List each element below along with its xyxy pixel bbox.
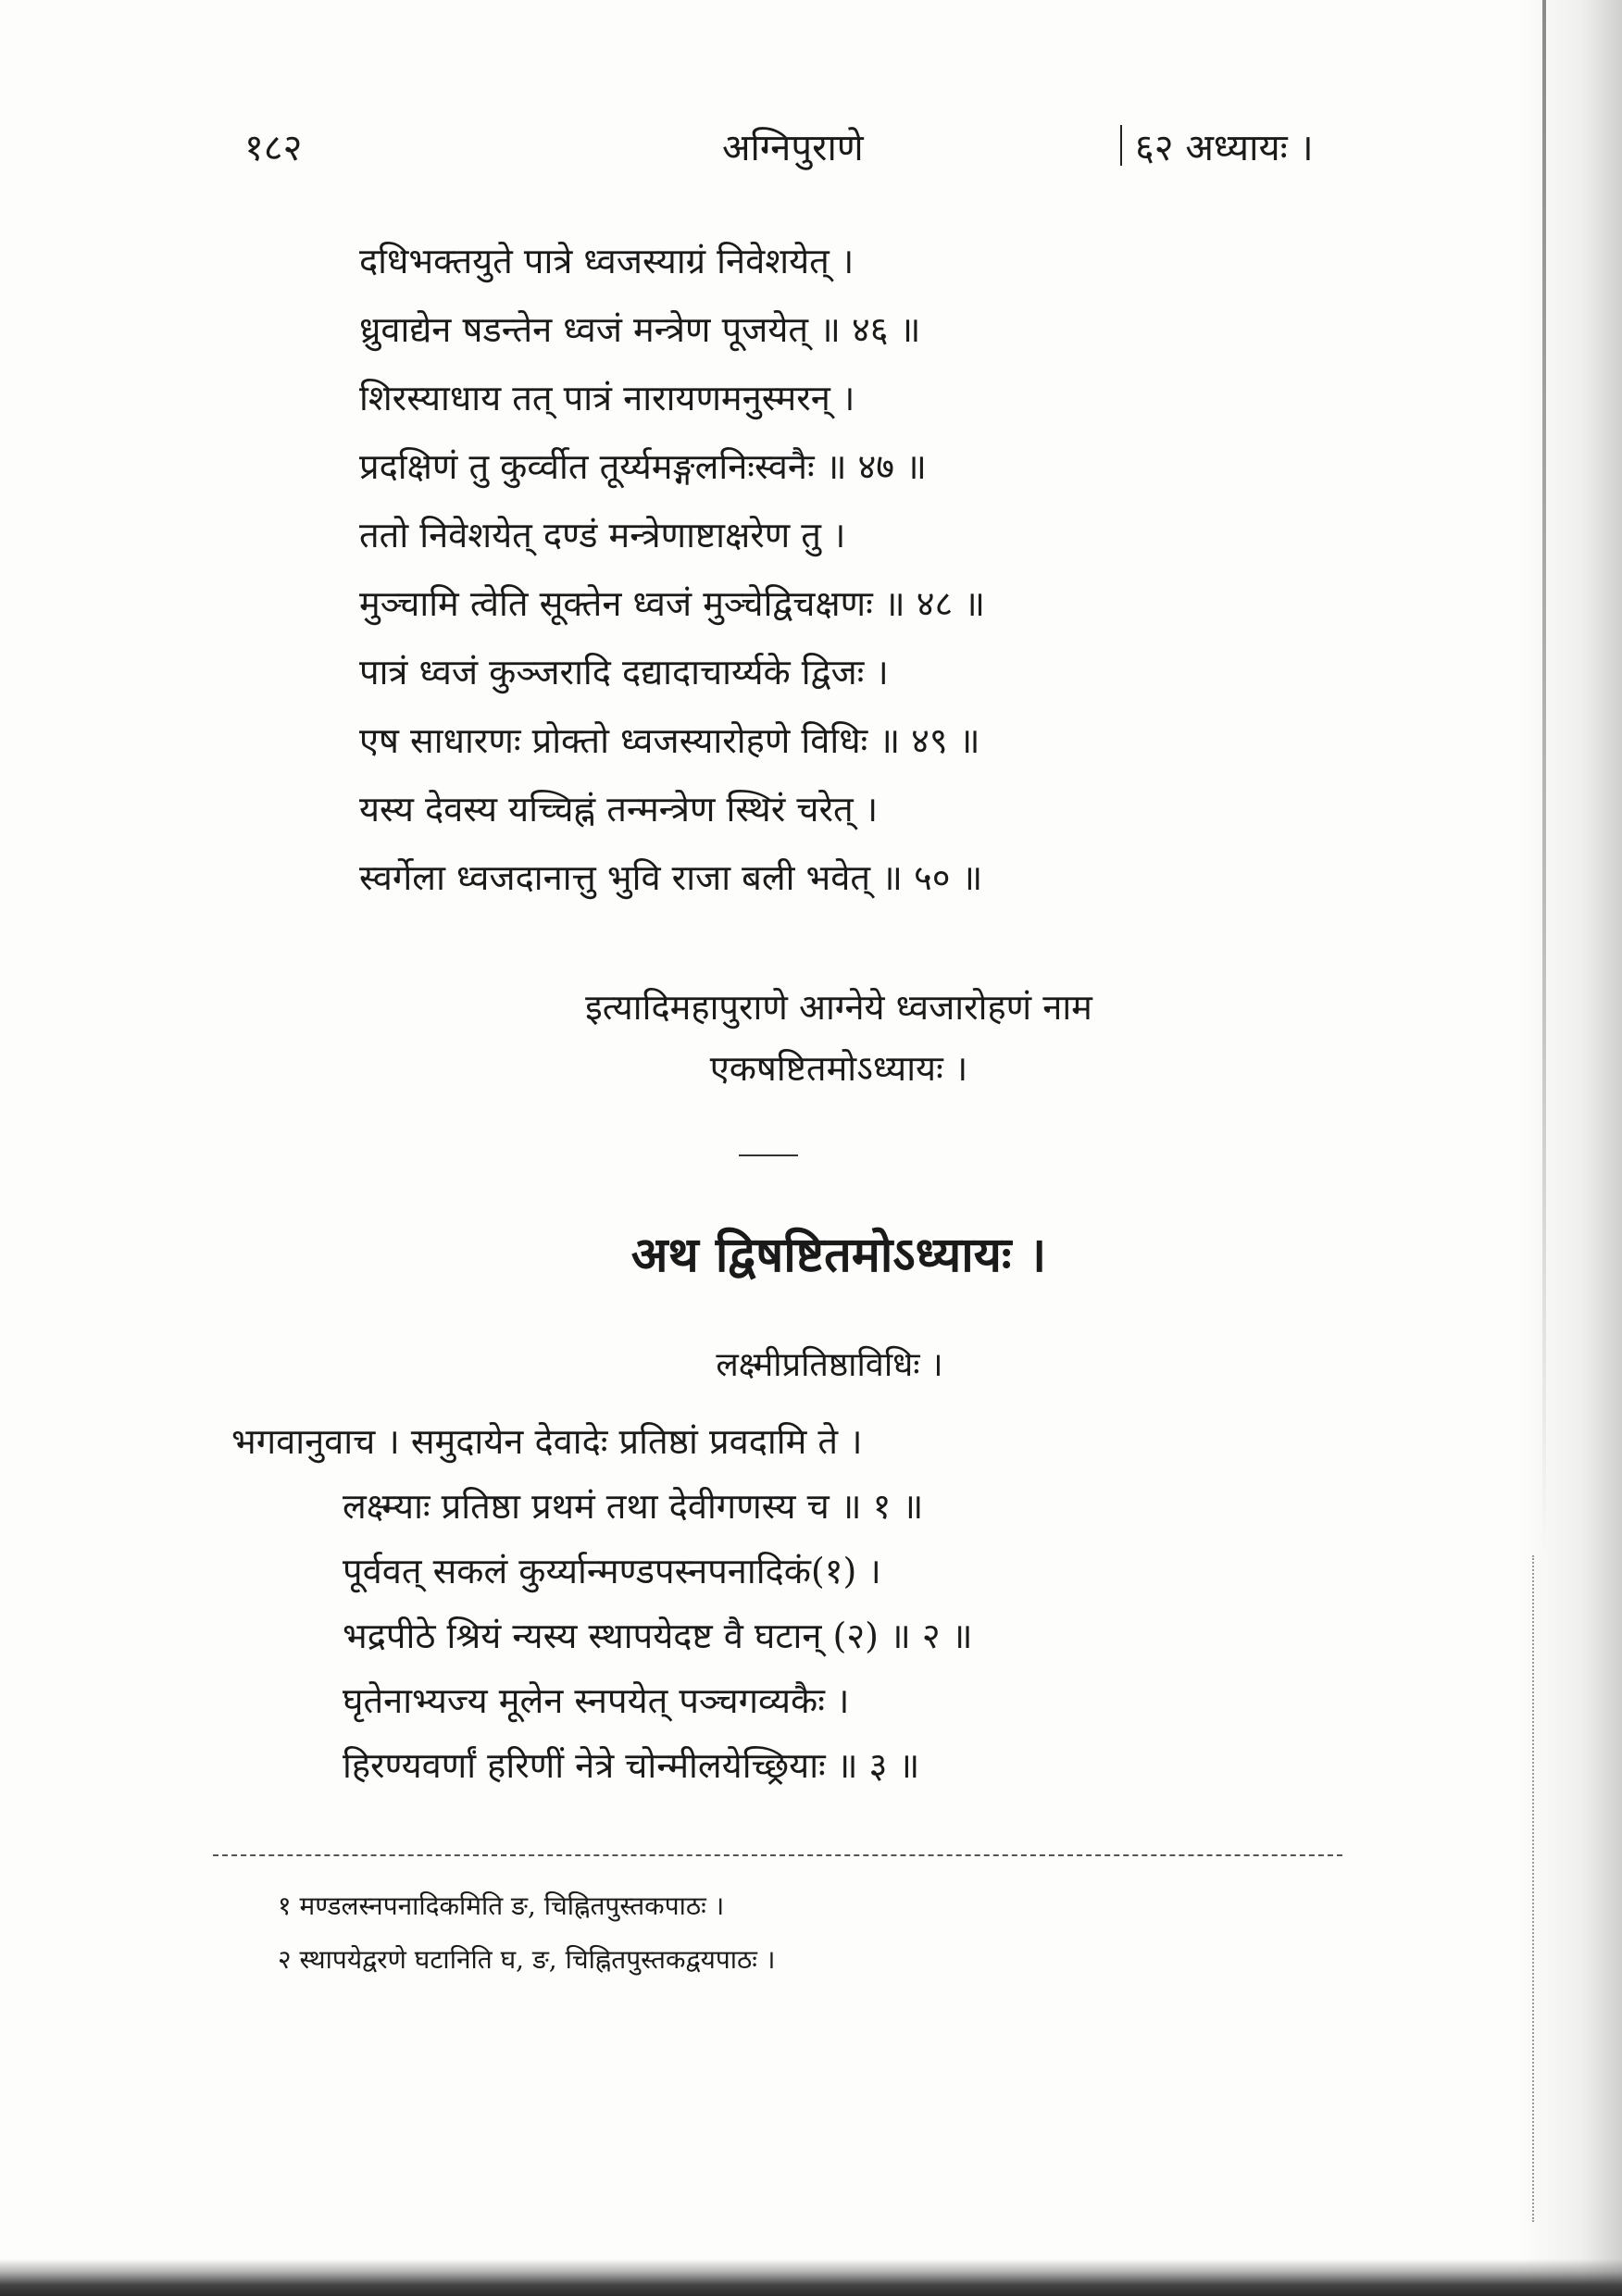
verse-line: ध्रुवाद्येन षडन्तेन ध्वजं मन्त्रेण पूजयेत् ॥ ४६ ॥ bbox=[359, 309, 921, 350]
chapter-heading bbox=[0, 1220, 1622, 1286]
footnotes bbox=[278, 1879, 1296, 1987]
verse-line: शिरस्याधाय तत् पात्रं नारायणमनुस्मरन् । bbox=[359, 378, 855, 418]
verse-line: स्वर्गेला ध्वजदानात्तु भुवि राजा बली भवेत् ॥ ५० ॥ bbox=[359, 857, 983, 898]
chapter-subheading-text: लक्ष्मीप्रतिष्ठाविधिः । bbox=[716, 1346, 943, 1384]
colophon-line-2: एकषष्टितमोऽध्यायः । bbox=[709, 1048, 968, 1089]
verse-line: यस्य देवस्य यच्चिह्नं तन्मन्त्रेण स्थिरं चरेत् । bbox=[359, 789, 879, 830]
scan-bottom-bar bbox=[0, 2259, 1622, 2296]
book-title: अग्निपुराणे bbox=[722, 127, 864, 169]
verse-line: प्रदक्षिणं तु कुर्व्वीत तूर्य्यमङ्गलनिःस्वनैः ॥ ४७ ॥ bbox=[359, 446, 927, 487]
chapter-heading-text: अथ द्विषष्टितमोऽध्यायः । bbox=[630, 1227, 1047, 1283]
verse-block bbox=[359, 227, 1285, 912]
section-separator bbox=[739, 1154, 798, 1156]
colophon-line-1: इत्यादिमहापुराणे आग्नेये ध्वजारोहणं नाम bbox=[585, 987, 1092, 1028]
body-line: लक्ष्म्याः प्रतिष्ठा प्रथमं तथा देवीगणस्य च ॥ १ ॥ bbox=[343, 1486, 924, 1527]
footnote: २ स्थापयेद्वरणे घटानिति घ, ङ, चिह्नितपुस्तकद्वयपाठः । bbox=[278, 1944, 776, 1975]
scan-edge-line bbox=[1542, 0, 1546, 1555]
body-line: घृतेनाभ्यज्य मूलेन स्नपयेत् पञ्चगव्यकैः । bbox=[343, 1680, 850, 1721]
body-line: हिरण्यवर्णां हरिणीं नेत्रे चोन्मीलयेच्छ्रियाः ॥ ३ ॥ bbox=[343, 1745, 920, 1786]
body-line: भगवानुवाच । समुदायेन देवादेः प्रतिष्ठां प्रवदामि ते । bbox=[231, 1421, 863, 1462]
footnote-rule bbox=[213, 1854, 1342, 1856]
verse-line: मुञ्चामि त्वेति सूक्तेन ध्वजं मुञ्चेद्विचक्षणः ॥ ४८ ॥ bbox=[359, 583, 986, 624]
chapter-colophon bbox=[0, 977, 1622, 1099]
verse-line: ततो निवेशयेत् दण्डं मन्त्रेणाष्टाक्षरेण तु । bbox=[359, 515, 846, 555]
body-verse-block bbox=[231, 1409, 1342, 1798]
body-line: पूर्ववत् सकलं कुर्य्यान्मण्डपस्नपनादिकं(१) । bbox=[343, 1551, 881, 1591]
chapter-reference-text: ६२ अध्यायः । bbox=[1135, 127, 1314, 169]
body-line: भद्रपीठे श्रियं न्यस्य स्थापयेदष्ट वै घटान् (२) ॥ २ ॥ bbox=[343, 1616, 973, 1656]
footnote: १ मण्डलस्नपनादिकमिति ङ, चिह्नितपुस्तकपाठः । bbox=[278, 1890, 725, 1921]
header-divider bbox=[1120, 125, 1122, 166]
verse-line: पात्रं ध्वजं कुञ्जरादि दद्यादाचार्य्यके द्विजः । bbox=[359, 652, 889, 693]
scan-edge-dots bbox=[1532, 1555, 1536, 2222]
page-number: १८२ bbox=[244, 127, 303, 169]
verse-line: दधिभक्तयुते पात्रे ध्वजस्याग्रं निवेशयेत् । bbox=[359, 241, 855, 281]
chapter-reference bbox=[1120, 120, 1314, 171]
chapter-subheading bbox=[0, 1341, 1622, 1386]
running-header bbox=[0, 120, 1622, 185]
verse-line: एष साधारणः प्रोक्तो ध्वजस्यारोहणे विधिः ॥ ४९ ॥ bbox=[359, 720, 980, 761]
